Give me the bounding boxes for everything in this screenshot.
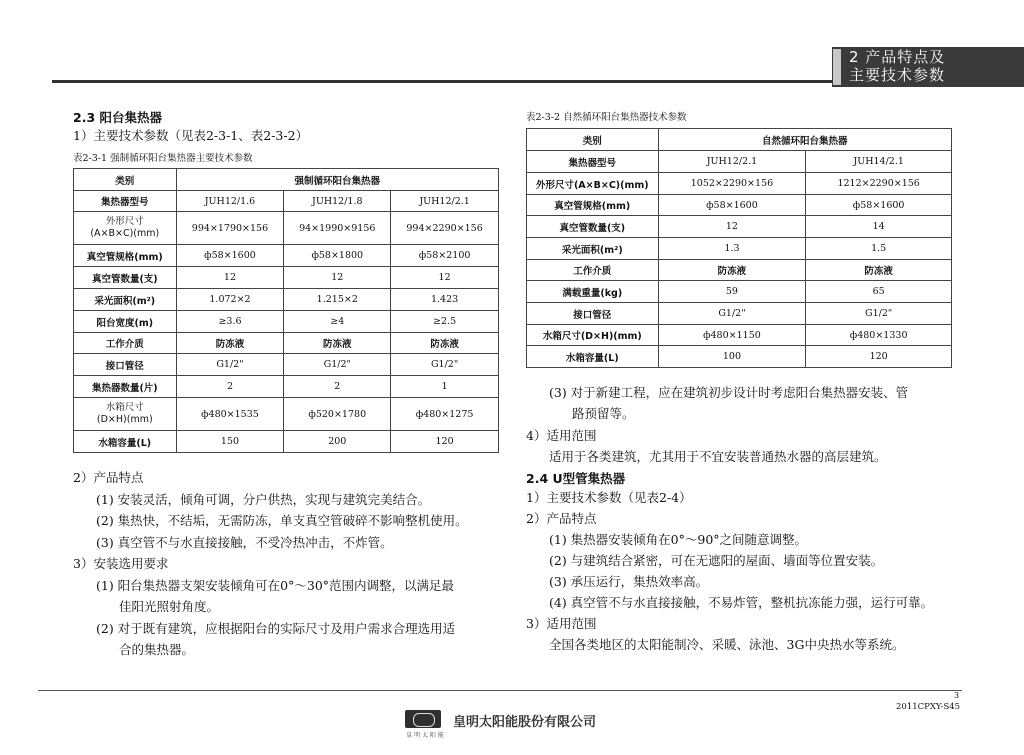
table-row [527,260,952,281]
table-row [527,151,952,173]
row-label: 工作介质 [74,333,177,354]
row-label: 水箱容量(L) [527,346,659,368]
section-title-2-3: 2.3 阳台集热器 [73,110,162,125]
right-para: 1）主要技术参数（见表2-4） [526,490,692,505]
cell: ф58×1600 [658,195,806,216]
right-para: 路预留等。 [572,406,635,421]
row-label: 真空管规格(mm) [74,245,177,267]
left-para: (1) 安装灵活，倾角可调，分户供热，实现与建筑完美结合。 [96,492,431,507]
row-label: 接口管径 [527,303,659,325]
cell: 65 [806,281,952,303]
table-row [527,173,952,195]
table-row [74,267,499,289]
row-label-line2: (D×H)(mm) [96,414,153,425]
row-label: 采光面积(m²) [74,289,177,311]
cell: 12 [284,267,391,289]
table-2-3-1 [73,168,499,453]
table-row [527,238,952,260]
table-row [74,354,499,376]
row-label: 阳台宽度(m) [74,311,177,333]
table-row [74,333,499,354]
cell: JUH12/1.6 [176,191,284,212]
cell: 防冻液 [284,333,391,354]
table-row [74,431,499,453]
left-para: 3）安装选用要求 [73,556,169,571]
cell: 59 [658,281,806,303]
table-header-group: 自然循环阳台集热器 [658,129,951,151]
cell: 1.423 [391,289,499,311]
cell: ф58×2100 [391,245,499,267]
row-label: 集热器型号 [74,191,177,212]
chapter-title [849,48,945,84]
cell: ф480×1535 [176,398,284,431]
footer-rule [38,690,962,691]
table-header-category: 类别 [527,129,659,151]
table-2-3-2 [526,128,952,368]
right-para: 全国各类地区的太阳能制冷、采暖、泳池、3G中央热水等系统。 [549,637,905,652]
left-para: 2）产品特点 [73,470,144,485]
cell: G1/2" [806,303,952,325]
cell: 100 [658,346,806,368]
table-row [74,191,499,212]
table-row [527,281,952,303]
row-label: 真空管数量(支) [74,267,177,289]
table-row [527,195,952,216]
cell: ф480×1150 [658,325,806,346]
row-label: 满载重量(kg) [527,281,659,303]
row-label: 水箱容量(L) [74,431,177,453]
left-para: (2) 集热快，不结垢，无需防冻，单支真空管破碎不影响整机使用。 [96,513,468,528]
row-label: 集热器数量(片) [74,376,177,398]
cell: JUH12/2.1 [658,151,806,173]
cell: 1212×2290×156 [806,173,952,195]
left-para: 合的集热器。 [119,642,195,657]
left-para: (1) 阳台集热器支架安装倾角可在0°～30°范围内调整，以满足最 [96,578,455,593]
right-para: (1) 集热器安装倾角在0°～90°之间随意调整。 [549,532,808,547]
table-header-category: 类别 [74,169,177,191]
chapter-tab-stripe [833,49,841,85]
right-para: (3) 承压运行，集热效率高。 [549,574,709,589]
page-number: 3 [954,691,960,700]
table-row [74,311,499,333]
cell: 150 [176,431,284,453]
left-para: (3) 真空管不与水直接接触，不受冷热冲击，不炸管。 [96,535,393,550]
cell: ф58×1600 [806,195,952,216]
cell: ≥3.6 [176,311,284,333]
cell: 12 [658,216,806,238]
row-label: 外形尺寸(A×B×C)(mm) [527,173,659,195]
row-label: 集热器型号 [527,151,659,173]
table-row [74,245,499,267]
table-row [74,212,499,245]
logo-caption: 皇 明 太 阳 能 [406,732,444,739]
cell: 1.215×2 [284,289,391,311]
right-para: 4）适用范围 [526,428,597,443]
table-row [74,289,499,311]
cell: ≥2.5 [391,311,499,333]
table-row [527,346,952,368]
cell: 防冻液 [391,333,499,354]
row-label: 真空管规格(mm) [527,195,659,216]
cell: 1.5 [806,238,952,260]
cell: JUH12/2.1 [391,191,499,212]
cell: 2 [176,376,284,398]
table-row [74,376,499,398]
right-para: 2）产品特点 [526,511,597,526]
cell: 120 [391,431,499,453]
document-code: 2011CPXY-S45 [896,702,961,712]
left-para: (2) 对于既有建筑，应根据阳台的实际尺寸及用户需求合理选用适 [96,621,456,636]
row-label-line1: 外形尺寸 [105,216,144,227]
cell: 120 [806,346,952,368]
cell: 12 [176,267,284,289]
cell: G1/2" [176,354,284,376]
row-label [74,212,177,245]
row-label-line2: (A×B×C)(mm) [90,228,160,239]
cell: 200 [284,431,391,453]
table-2-3-1-caption: 表2-3-1 强制循环阳台集热器主要技术参数 [73,153,253,164]
cell: JUH12/1.8 [284,191,391,212]
cell: 1 [391,376,499,398]
section-title-2-4: 2.4 U型管集热器 [526,471,626,486]
cell: 1.3 [658,238,806,260]
cell: 94×1990×9156 [284,212,391,245]
table-row [527,303,952,325]
cell: 14 [806,216,952,238]
cell: 防冻液 [176,333,284,354]
row-label [74,398,177,431]
row-label: 采光面积(m²) [527,238,659,260]
row-label: 真空管数量(支) [527,216,659,238]
cell: ф58×1600 [176,245,284,267]
chapter-title-line1: 2 产品特点及 [849,48,946,66]
cell: G1/2" [284,354,391,376]
cell: 2 [284,376,391,398]
right-para: (3) 对于新建工程，应在建筑初步设计时考虑阳台集热器安装、管 [549,385,909,400]
right-para: 适用于各类建筑，尤其用于不宜安装普通热水器的高层建筑。 [549,449,887,464]
cell: JUH14/2.1 [806,151,952,173]
right-para: (4) 真空管不与水直接接触，不易炸管，整机抗冻能力强，运行可靠。 [549,595,934,610]
chapter-title-line2: 主要技术参数 [849,66,946,84]
table-row [527,216,952,238]
company-name: 皇明太阳能股份有限公司 [453,715,597,730]
cell: 994×2290×156 [391,212,499,245]
left-item1: 1）主要技术参数（见表2-3-1、表2-3-2） [73,128,309,143]
cell: ф58×1800 [284,245,391,267]
table-row [74,398,499,431]
cell: ф480×1275 [391,398,499,431]
row-label: 工作介质 [527,260,659,281]
table-header-group: 强制循环阳台集热器 [176,169,498,191]
row-label: 水箱尺寸(D×H)(mm) [527,325,659,346]
table-row [527,325,952,346]
row-label-line1: 水箱尺寸 [105,402,144,413]
cell: G1/2" [391,354,499,376]
header-rule [52,80,832,83]
right-para: 3）适用范围 [526,616,597,631]
cell: ф520×1780 [284,398,391,431]
cell: 防冻液 [806,260,952,281]
cell: 防冻液 [658,260,806,281]
cell: ф480×1330 [806,325,952,346]
right-para: (2) 与建筑结合紧密，可在无遮阳的屋面、墙面等位置安装。 [549,553,884,568]
cell: 12 [391,267,499,289]
cell: ≥4 [284,311,391,333]
table-2-3-2-caption: 表2-3-2 自然循环阳台集热器技术参数 [526,112,687,123]
row-label: 接口管径 [74,354,177,376]
left-para: 佳阳光照射角度。 [119,599,220,614]
company-logo-icon [405,710,441,728]
cell: 994×1790×156 [176,212,284,245]
cell: 1.072×2 [176,289,284,311]
cell: G1/2" [658,303,806,325]
cell: 1052×2290×156 [658,173,806,195]
